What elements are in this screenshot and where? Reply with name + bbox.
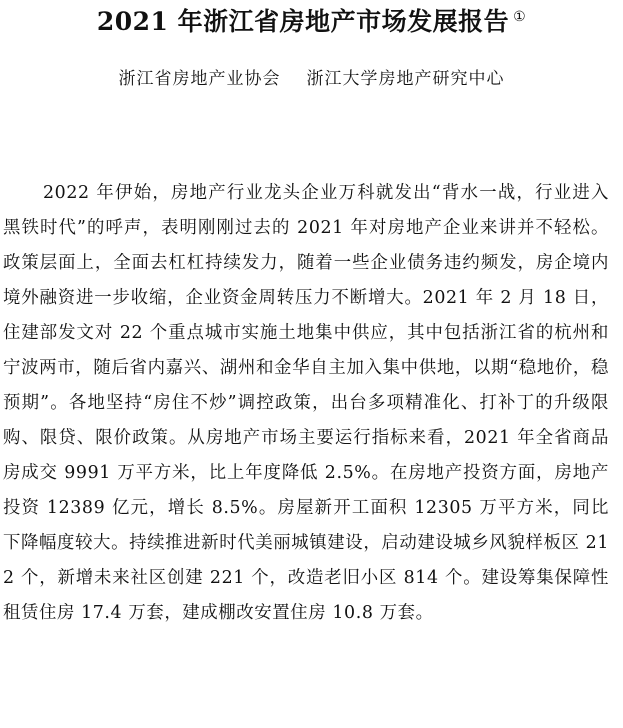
author-2: 浙江大学房地产研究中心 bbox=[306, 69, 505, 89]
author-1: 浙江省房地产业协会 bbox=[118, 69, 281, 89]
body-paragraph: 2022 年伊始，房地产行业龙头企业万科就发出“背水一战，行业进入黑铁时代”的呼声，表明刚刚过去的 2021 年对房地产企业来讲并不轻松。政策层面上，全面去杠杠持续发力，随着一些企业债务违约频发，房企境内境外融资进一步收缩，企业资金周转压力不断增大。2021 年 2 月 18 日，住建部发文对 22 个重点城市实施土地集中供应，其中包括浙江省的杭州和宁波两市，随后省内嘉兴、湖州和金华自主加入集中供地，以期“稳地价，稳预期”。各地坚持“房住不炒”调控政策，出台多项精准化、打补丁的升级限购、限贷、限价政策。从房地产市场主要运行指标来看，2021 年全省商品房成交 9991 万平方米，比上年度降低 2.5%。在房地产投资方面，房地产投资 12389 亿元，增长 8.5%。房屋新开工面积 12305 万平方米，同比下降幅度较大。持续推进新时代美丽城镇建设，启动建设城乡风貌样板区 212 个，新增未来社区创建 221 个，改造老旧小区 814 个。建设筹集保障性租赁住房 17.4 万套，建成棚改安置住房 10.8 万套。 bbox=[3, 183, 609, 623]
report-title-text: 2021 年浙江省房地产市场发展报告 bbox=[96, 7, 510, 36]
authors-line bbox=[0, 66, 623, 92]
report-title bbox=[0, 4, 623, 40]
footnote-marker[interactable]: ① bbox=[513, 8, 527, 25]
